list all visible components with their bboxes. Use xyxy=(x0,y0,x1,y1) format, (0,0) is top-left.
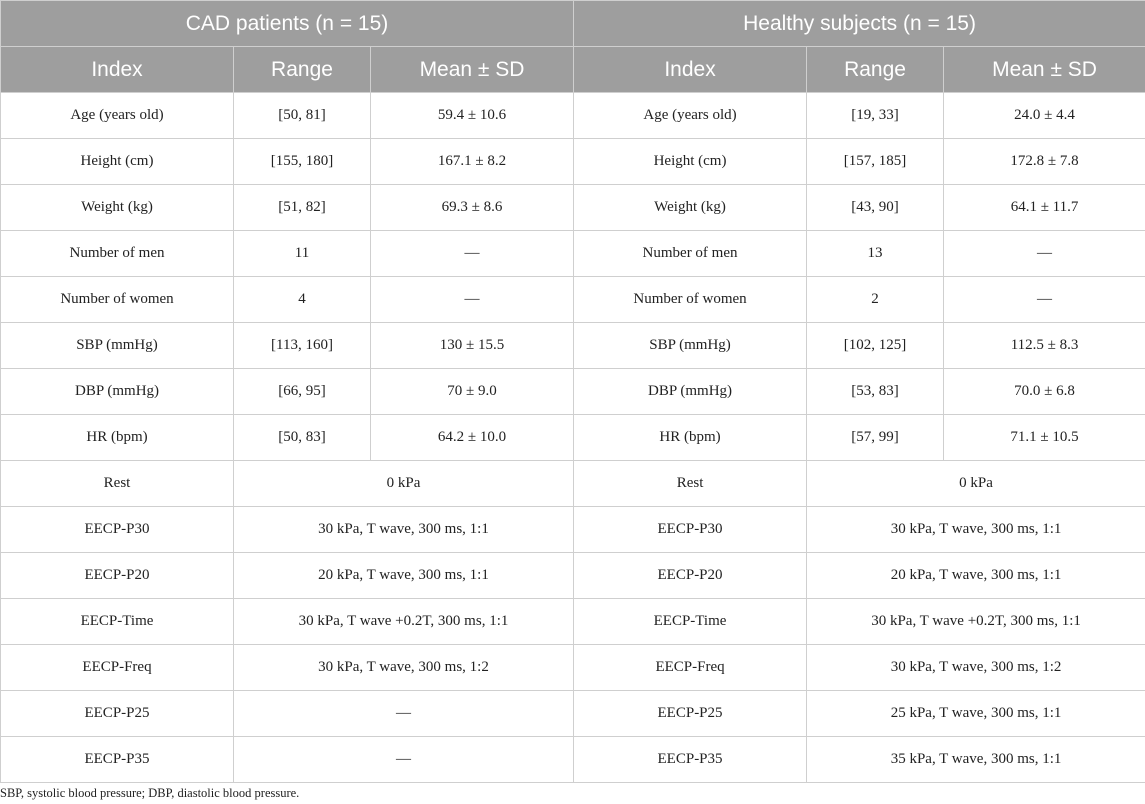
group-header-healthy: Healthy subjects (n = 15) xyxy=(574,1,1145,47)
table-cell: 70.0 ± 6.8 xyxy=(944,369,1145,415)
table-cell: HR (bpm) xyxy=(1,415,234,461)
table-header xyxy=(1,1,1145,93)
table-cell: 30 kPa, T wave +0.2T, 300 ms, 1:1 xyxy=(234,599,574,645)
table-row xyxy=(1,323,1145,369)
table-cell: [53, 83] xyxy=(807,369,944,415)
table-row xyxy=(1,231,1145,277)
table-cell: DBP (mmHg) xyxy=(574,369,807,415)
table-cell: SBP (mmHg) xyxy=(574,323,807,369)
table-cell: 30 kPa, T wave, 300 ms, 1:2 xyxy=(807,645,1145,691)
table-row xyxy=(1,599,1145,645)
table-cell: — xyxy=(371,231,574,277)
table-row xyxy=(1,461,1145,507)
table-cell: — xyxy=(944,277,1145,323)
column-header-mean-sd: Mean ± SD xyxy=(371,47,574,93)
table-cell: Number of women xyxy=(574,277,807,323)
table-cell: DBP (mmHg) xyxy=(1,369,234,415)
table-cell: [19, 33] xyxy=(807,93,944,139)
table-cell: EECP-Time xyxy=(1,599,234,645)
table-cell: EECP-P20 xyxy=(574,553,807,599)
group-header-cad: CAD patients (n = 15) xyxy=(1,1,574,47)
table-cell: Age (years old) xyxy=(1,93,234,139)
table-cell: 30 kPa, T wave, 300 ms, 1:1 xyxy=(807,507,1145,553)
table-cell: 35 kPa, T wave, 300 ms, 1:1 xyxy=(807,737,1145,783)
table-cell: EECP-P35 xyxy=(1,737,234,783)
table-cell: EECP-P30 xyxy=(1,507,234,553)
table-cell: — xyxy=(234,691,574,737)
table-cell: 13 xyxy=(807,231,944,277)
table-cell: Age (years old) xyxy=(574,93,807,139)
column-header-range: Range xyxy=(234,47,371,93)
table-row xyxy=(1,369,1145,415)
table-row xyxy=(1,645,1145,691)
column-header-range: Range xyxy=(807,47,944,93)
table-cell: EECP-P30 xyxy=(574,507,807,553)
table-cell: [155, 180] xyxy=(234,139,371,185)
group-header-row xyxy=(1,1,1145,47)
table-row xyxy=(1,93,1145,139)
table-cell: 20 kPa, T wave, 300 ms, 1:1 xyxy=(807,553,1145,599)
table-row xyxy=(1,277,1145,323)
table-cell: HR (bpm) xyxy=(574,415,807,461)
table-cell: [102, 125] xyxy=(807,323,944,369)
table-cell: EECP-Time xyxy=(574,599,807,645)
table-cell: EECP-P25 xyxy=(1,691,234,737)
table-cell: [50, 81] xyxy=(234,93,371,139)
table-cell: Weight (kg) xyxy=(574,185,807,231)
table-cell: SBP (mmHg) xyxy=(1,323,234,369)
table-row xyxy=(1,415,1145,461)
table-cell: 70 ± 9.0 xyxy=(371,369,574,415)
table-cell: Number of men xyxy=(574,231,807,277)
table-cell: 30 kPa, T wave, 300 ms, 1:1 xyxy=(234,507,574,553)
table-cell: Number of women xyxy=(1,277,234,323)
table-body xyxy=(1,93,1145,783)
table-cell: [51, 82] xyxy=(234,185,371,231)
table-cell: [113, 160] xyxy=(234,323,371,369)
table-cell: 0 kPa xyxy=(234,461,574,507)
table-cell: 71.1 ± 10.5 xyxy=(944,415,1145,461)
table-footnote: SBP, systolic blood pressure; DBP, diastolic blood pressure. xyxy=(0,786,300,800)
table-cell: 24.0 ± 4.4 xyxy=(944,93,1145,139)
table-cell: 112.5 ± 8.3 xyxy=(944,323,1145,369)
table-row xyxy=(1,553,1145,599)
table-cell: 130 ± 15.5 xyxy=(371,323,574,369)
table-cell: Rest xyxy=(1,461,234,507)
table-cell: 172.8 ± 7.8 xyxy=(944,139,1145,185)
table-cell: EECP-Freq xyxy=(1,645,234,691)
table-row xyxy=(1,737,1145,783)
table-row xyxy=(1,139,1145,185)
table-cell: 167.1 ± 8.2 xyxy=(371,139,574,185)
table-cell: 0 kPa xyxy=(807,461,1145,507)
table-cell: EECP-Freq xyxy=(574,645,807,691)
table-cell: [157, 185] xyxy=(807,139,944,185)
table-cell: Height (cm) xyxy=(1,139,234,185)
table-cell: EECP-P25 xyxy=(574,691,807,737)
table-cell: 20 kPa, T wave, 300 ms, 1:1 xyxy=(234,553,574,599)
table-cell: [50, 83] xyxy=(234,415,371,461)
table-cell: [66, 95] xyxy=(234,369,371,415)
table-cell: 25 kPa, T wave, 300 ms, 1:1 xyxy=(807,691,1145,737)
table-cell: — xyxy=(944,231,1145,277)
table-cell: 4 xyxy=(234,277,371,323)
table-cell: [57, 99] xyxy=(807,415,944,461)
table-row xyxy=(1,185,1145,231)
table-cell: — xyxy=(371,277,574,323)
table-cell: Height (cm) xyxy=(574,139,807,185)
table-cell: 11 xyxy=(234,231,371,277)
table-cell: [43, 90] xyxy=(807,185,944,231)
table-row xyxy=(1,507,1145,553)
table-cell: 64.1 ± 11.7 xyxy=(944,185,1145,231)
table-cell: EECP-P20 xyxy=(1,553,234,599)
table-cell: 30 kPa, T wave, 300 ms, 1:2 xyxy=(234,645,574,691)
table-cell: 30 kPa, T wave +0.2T, 300 ms, 1:1 xyxy=(807,599,1145,645)
table-cell: Number of men xyxy=(1,231,234,277)
column-header-index: Index xyxy=(1,47,234,93)
column-header-mean-sd: Mean ± SD xyxy=(944,47,1145,93)
table-row xyxy=(1,691,1145,737)
table-cell: 64.2 ± 10.0 xyxy=(371,415,574,461)
table-cell: 59.4 ± 10.6 xyxy=(371,93,574,139)
table-cell: Weight (kg) xyxy=(1,185,234,231)
column-header-row xyxy=(1,47,1145,93)
table-cell: 2 xyxy=(807,277,944,323)
table-cell: — xyxy=(234,737,574,783)
column-header-index: Index xyxy=(574,47,807,93)
table-cell: EECP-P35 xyxy=(574,737,807,783)
table-cell: Rest xyxy=(574,461,807,507)
table-cell: 69.3 ± 8.6 xyxy=(371,185,574,231)
